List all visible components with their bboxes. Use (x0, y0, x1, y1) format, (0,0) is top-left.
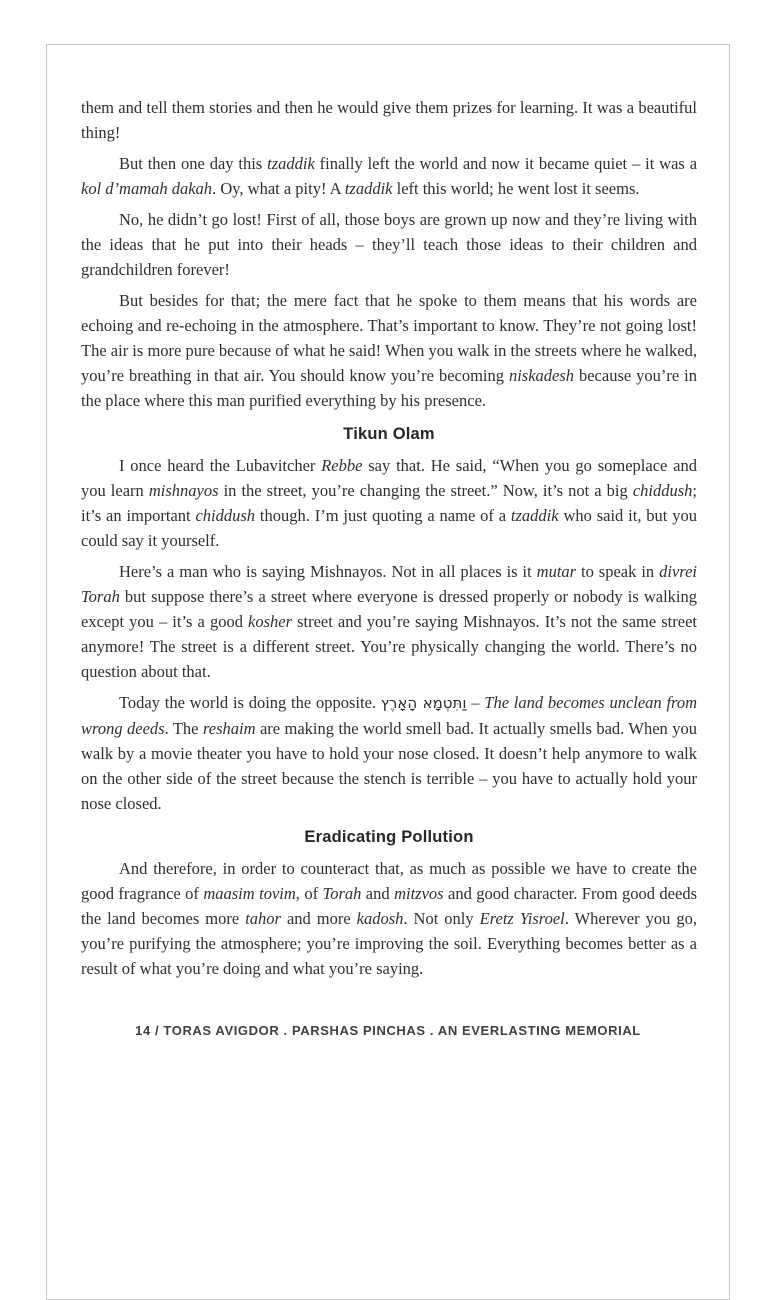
paragraph: And therefore, in order to counteract that, as much as possible we have to create the good fragrance of maasim tovim, of Torah and mitzvos and good character. From good deeds the land becomes more tahor and more kadosh. Not only Eretz Yisroel. Wherever you go, you’re purifying the atmosphere; you’re improving the soil. Everything becomes better as a result of what you’re doing and what you’re saying. (81, 859, 697, 978)
paragraph: Today the world is doing the opposite. וַתִּטְמָא הָאָרֶץ – The land becomes unclean from wrong deeds. The reshaim are making the world smell bad. It actually smells bad. When you walk by a movie theater you have to hold your nose closed. It doesn’t help anymore to walk on the other side of the street because the stench is terrible – you have to actually hold your nose closed. (81, 693, 698, 813)
paragraph: But then one day this tzaddik finally left the world and now it became quiet – it was a kol d’mamah dakah. Oy, what a pity! A tzaddik left this world; he went lost it seems. (81, 154, 698, 198)
section-heading: Eradicating Pollution (304, 828, 474, 846)
hebrew-phrase: וַתִּטְמָא הָאָרֶץ (380, 694, 467, 712)
paragraph: No, he didn’t go lost! First of all, those boys are grown up now and they’re living with the ideas that he put into their heads – they’ll teach those ideas to their children and grandchildren forever! (81, 210, 697, 279)
page-frame (46, 44, 730, 1300)
paragraph: I once heard the Lubavitcher Rebbe say that. He said, “When you go someplace and you learn mishnayos in the street, you’re changing the street.” Now, it’s not a big chiddush; it’s an important chiddush though. I’m just quoting a name of a tzaddik who said it, but you could say it yourself. (81, 456, 697, 550)
document-body (47, 45, 729, 981)
paragraph: But besides for that; the mere fact that he spoke to them means that his words are echoing and re-echoing in the atmosphere. That’s important to know. They’re not going lost! The air is more pure because of what he said! When you walk in the streets where he walked, you’re breathing in that air. You should know you’re becoming niskadesh because you’re in the place where this man purified everything by his presence. (81, 291, 697, 410)
section-heading: Tikun Olam (343, 425, 435, 443)
paragraph: them and tell them stories and then he would give them prizes for learning. It was a beautiful thing! (81, 98, 697, 142)
page-footer: 14 / TORAS AVIGDOR . PARSHAS PINCHAS . AN EVERLASTING MEMORIAL (135, 1023, 641, 1038)
paragraph: Here’s a man who is saying Mishnayos. Not in all places is it mutar to speak in divrei Torah but suppose there’s a street where everyone is dressed properly or nobody is walking except you – it’s a good kosher street and you’re saying Mishnayos. It’s not the same street anymore! The street is a different street. You’re physically changing the world. There’s no question about that. (81, 562, 697, 681)
